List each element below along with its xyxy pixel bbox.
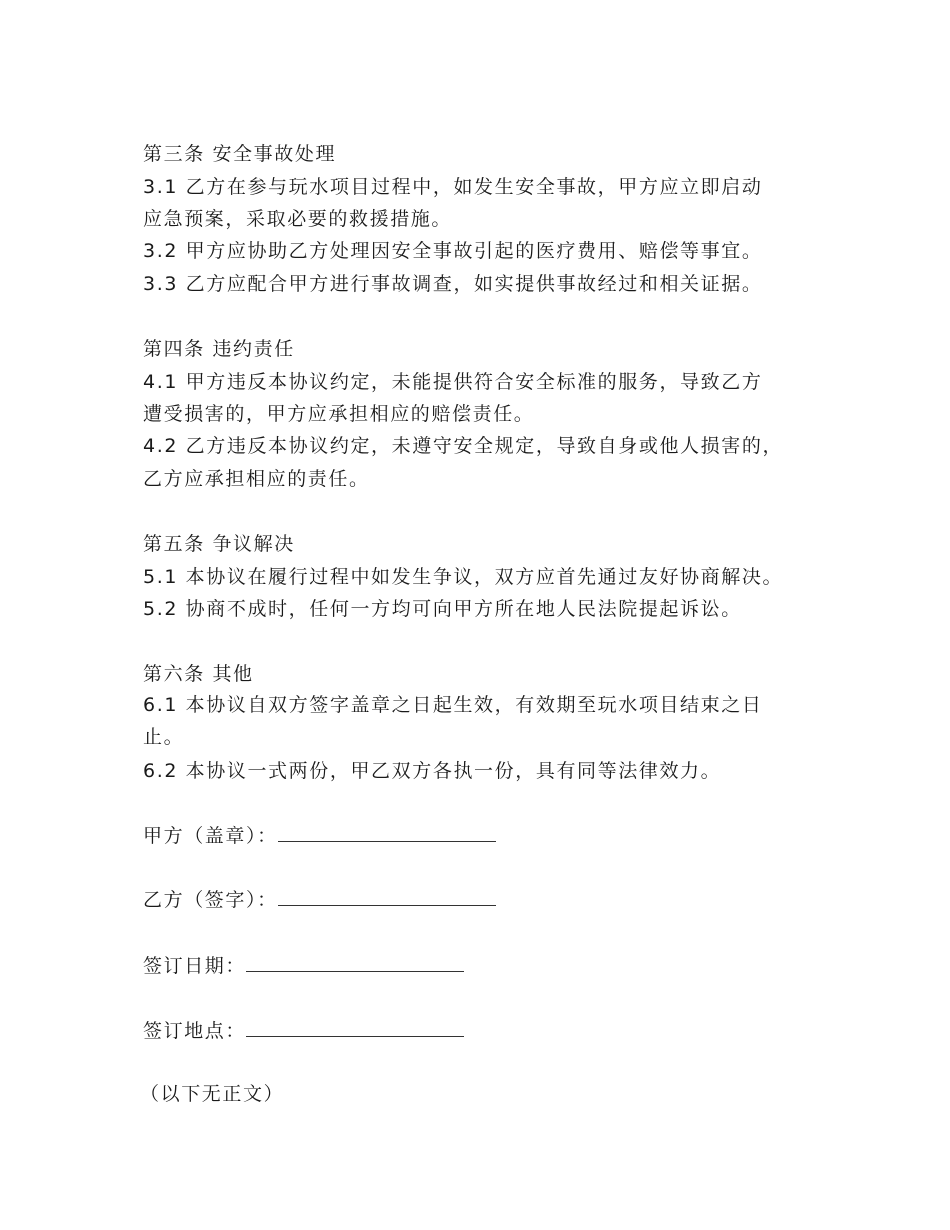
clause-3-1-line-1: 3.1 乙方在参与玩水项目过程中，如发生安全事故，甲方应立即启动 (143, 176, 763, 198)
clause-4-2-line-1: 4.2 乙方违反本协议约定，未遵守安全规定，导致自身或他人损害的， (143, 435, 784, 457)
clause-4-1-line-1: 4.1 甲方违反本协议约定，未能提供符合安全标准的服务，导致乙方 (143, 371, 763, 393)
clause-4-1-line-2: 遭受损害的，甲方应承担相应的赔偿责任。 (143, 403, 535, 425)
party-b-label: 乙方（签字）： (143, 889, 278, 911)
article-4-heading: 第四条 违约责任 (143, 338, 295, 360)
party-a-label: 甲方（盖章）： (143, 825, 278, 847)
clause-3-3: 3.3 乙方应配合甲方进行事故调查，如实提供事故经过和相关证据。 (143, 273, 763, 295)
signing-date-label: 签订日期： (143, 955, 247, 977)
article-6-heading: 第六条 其他 (143, 663, 254, 685)
clause-5-2: 5.2 协商不成时，任何一方均可向甲方所在地人民法院提起诉讼。 (143, 598, 742, 620)
party-a-signature-blank[interactable] (278, 823, 496, 842)
clause-6-1-line-2: 止。 (143, 726, 185, 748)
clause-3-1-line-2: 应急预案，采取必要的救援措施。 (143, 208, 453, 230)
clause-3-2: 3.2 甲方应协助乙方处理因安全事故引起的医疗费用、赔偿等事宜。 (143, 240, 763, 262)
party-b-signature-blank[interactable] (278, 887, 496, 906)
clause-6-1-line-1: 6.1 本协议自双方签字盖章之日起生效，有效期至玩水项目结束之日 (143, 694, 763, 716)
signing-date-blank[interactable] (246, 953, 464, 972)
article-3-heading: 第三条 安全事故处理 (143, 143, 337, 165)
signing-place-blank[interactable] (246, 1018, 464, 1037)
signing-place-row (143, 1018, 464, 1044)
end-of-text-note: （以下无正文） (140, 1083, 285, 1105)
clause-6-2: 6.2 本协议一式两份，甲乙双方各执一份，具有同等法律效力。 (143, 760, 722, 782)
party-a-signature-row (143, 823, 496, 849)
signing-place-label: 签订地点： (143, 1020, 247, 1042)
party-b-signature-row (143, 887, 496, 913)
signing-date-row (143, 953, 464, 979)
clause-5-1: 5.1 本协议在履行过程中如发生争议，双方应首先通过友好协商解决。 (143, 566, 784, 588)
clause-4-2-line-2: 乙方应承担相应的责任。 (143, 468, 370, 490)
article-5-heading: 第五条 争议解决 (143, 533, 295, 555)
